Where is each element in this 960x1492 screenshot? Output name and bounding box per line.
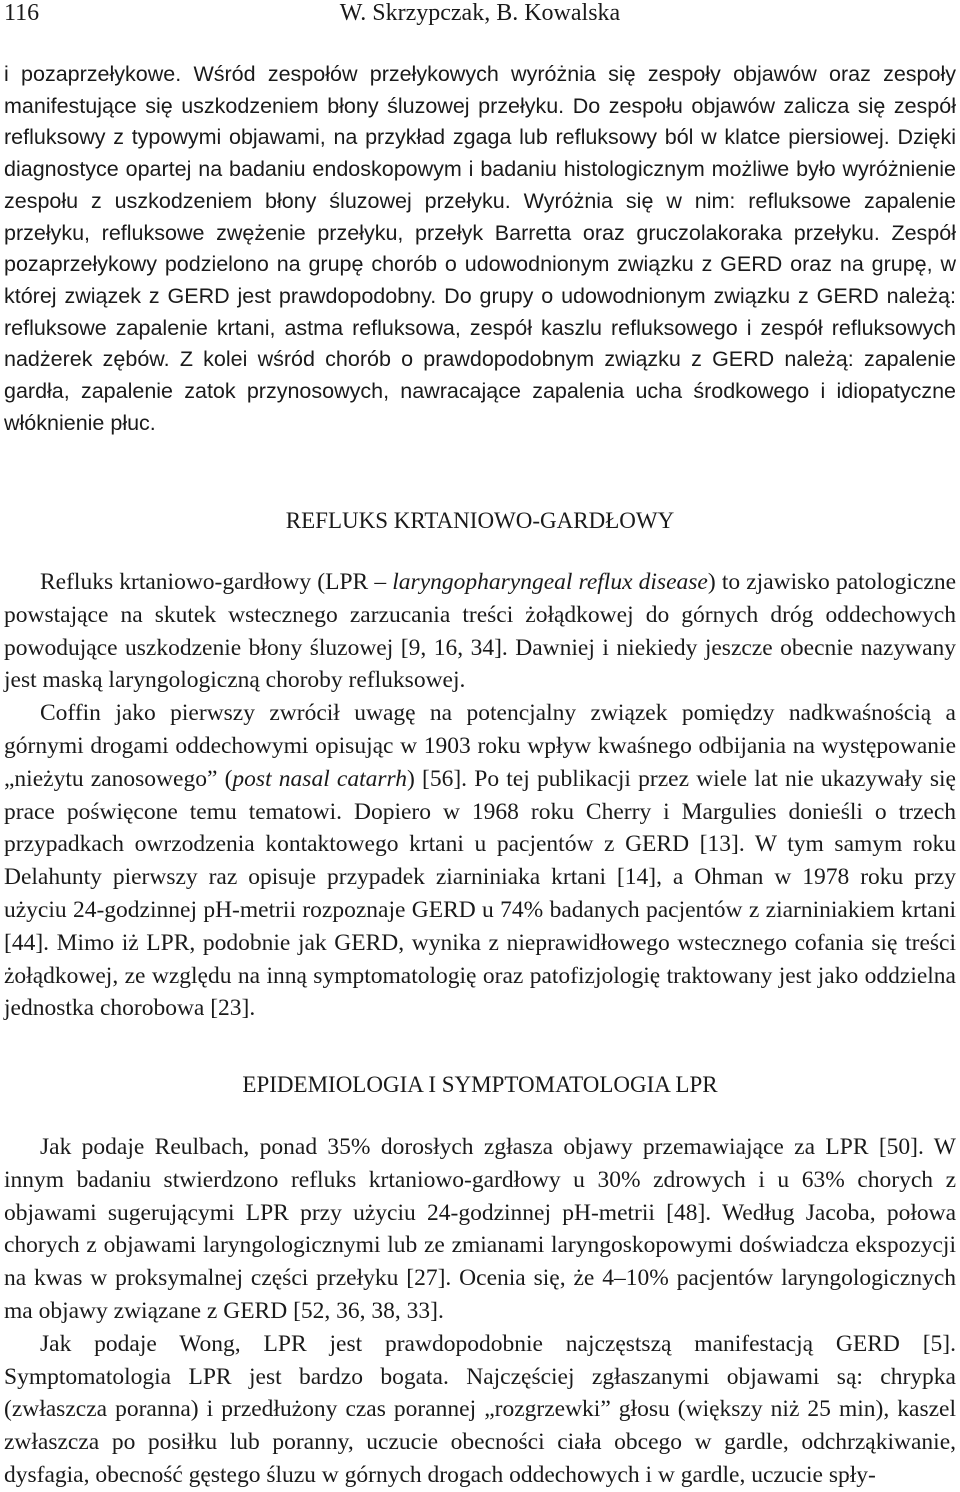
intro-text-block	[4, 59, 956, 439]
section-heading-lpr: REFLUKS KRTANIOWO-GARDŁOWY	[285, 508, 675, 533]
section-lpr-paragraph-2: Coffin jako pierwszy zwrócił uwagę na potencjalny związek pomiędzy nadkwaśnością a górnymi drogami oddechowymi opisując w 1903 roku wpływ kwaśnego odbijania na występowanie „nieżytu zanosowego” (post nasal catarrh) [56]. Po tej publikacji przez wiele lat nie ukazywały się prace poświęcone temu tematowi. Dopiero w 1968 roku Cherry i Margulies donieśli o trzech przypadkach owrzodzenia kontaktowego krtani u pacjentów z GERD [13]. W tym samym roku Delahunty pierwszy raz opisuje przypadek ziarniniaka krtani [14], a Ohman w 1978 roku przy użyciu 24-godzinnej pH-metrii rozpoznaje GERD u 74% badanych pacjentów z ziarniniakiem krtani [44]. Mimo iż LPR, podobnie jak GERD, wynika z nieprawidłowego wstecznego cofania się treści żołądkowej, ze względu na inną symptomatologię oraz patofizjologię traktowany jest jako oddzielna jednostka chorobowa [23].	[4, 700, 956, 1022]
running-header-authors: W. Skrzypczak, B. Kowalska	[339, 0, 621, 26]
section-epidemiology-paragraph-2: Jak podaje Wong, LPR jest prawdopodobnie najczęstszą manifestacją GERD [5]. Symptomatologia LPR jest bardzo bogata. Najczęściej zgłaszanymi objawami są: chrypka (zwłaszcza poranna) i przedłużony czas porannej „rozgrzewki” głosu (większy niż 25 min), kaszel zwłaszcza po posiłku lub poranny, uczucie obecności ciała obcego w gardle, odchrząkiwanie, dysfagia, obecność gęstego śluzu w górnych drogach oddechowych i w gardle, uczucie spły-	[4, 1330, 956, 1488]
section-heading-epidemiology: EPIDEMIOLOGIA I SYMPTOMATOLOGIA LPR	[242, 1072, 718, 1097]
intro-paragraph: i pozaprzełykowe. Wśród zespołów przełykowych wyróżnia się zespoły objawów oraz zespoły manifestujące się uszkodzeniem błony śluzowej przełyku. Do zespołu objawów zalicza się zespół refluksowy z typowymi objawami, na przykład zgaga lub refluksowy ból w klatce piersiowej. Dzięki diagnostyce opartej na badaniu endoskopowym i badaniu histologicznym możliwe było wyróżnienie zespołu z uszkodzeniem błony śluzowej przełyku. Wyróżnia się w nim: refluksowe zapalenie przełyku, refluksowe zwężenie przełyku, przełyk Barretta oraz gruczolakoraka przełyku. Zespół pozaprzełykowy podzielono na grupę chorób o udowodnionym związku z GERD oraz na grupę, w której związek z GERD jest prawdopodobny. Do grupy o udowodnionym związku z GERD należą: refluksowe zapalenie krtani, astma refluksowa, zespół kaszlu refluksowego i zespół refluksowych nadżerek zębów. Z kolei wśród chorób o prawdopodobnym związku z GERD należą: zapalenie gardła, zapalenie zatok przynosowych, nawracające zapalenia ucha środkowego i idiopatyczne włóknienie płuc.	[4, 62, 956, 435]
section-lpr-paragraph-1: Refluks krtaniowo-gardłowy (LPR – laryngopharyngeal reflux disease) to zjawisko patologiczne powstające na skutek wstecznego zarzucania treści żołądkowej do górnych dróg oddechowych powodujące uszkodzenie błony śluzowej [9, 16, 34]. Dawniej i niekiedy jeszcze obecnie nazywany jest maską laryngologiczną choroby refluksowej.	[4, 569, 957, 694]
section-lpr-body	[4, 566, 956, 1025]
running-header	[0, 0, 960, 26]
section-epidemiology-body	[4, 1131, 956, 1492]
page-number: 116	[4, 0, 40, 26]
section-epidemiology-paragraph-1: Jak podaje Reulbach, ponad 35% dorosłych zgłasza objawy przemawiające za LPR [50]. W innym badaniu stwierdzono refluks krtaniowo-gardłowy u 30% zdrowych i u 63% chorych z objawami sugerującymi LPR przy użyciu 24-godzinnej pH-metrii [48]. Według Jacoba, połowa chorych z objawami laryngologicznymi lub ze zmianami laryngoskopowymi doświadcza ekspozycji na kwas w proksymalnej części przełyku [27]. Ocenia się, że 4–10% pacjentów laryngologicznych ma objawy związane z GERD [52, 36, 38, 33].	[4, 1134, 956, 1324]
